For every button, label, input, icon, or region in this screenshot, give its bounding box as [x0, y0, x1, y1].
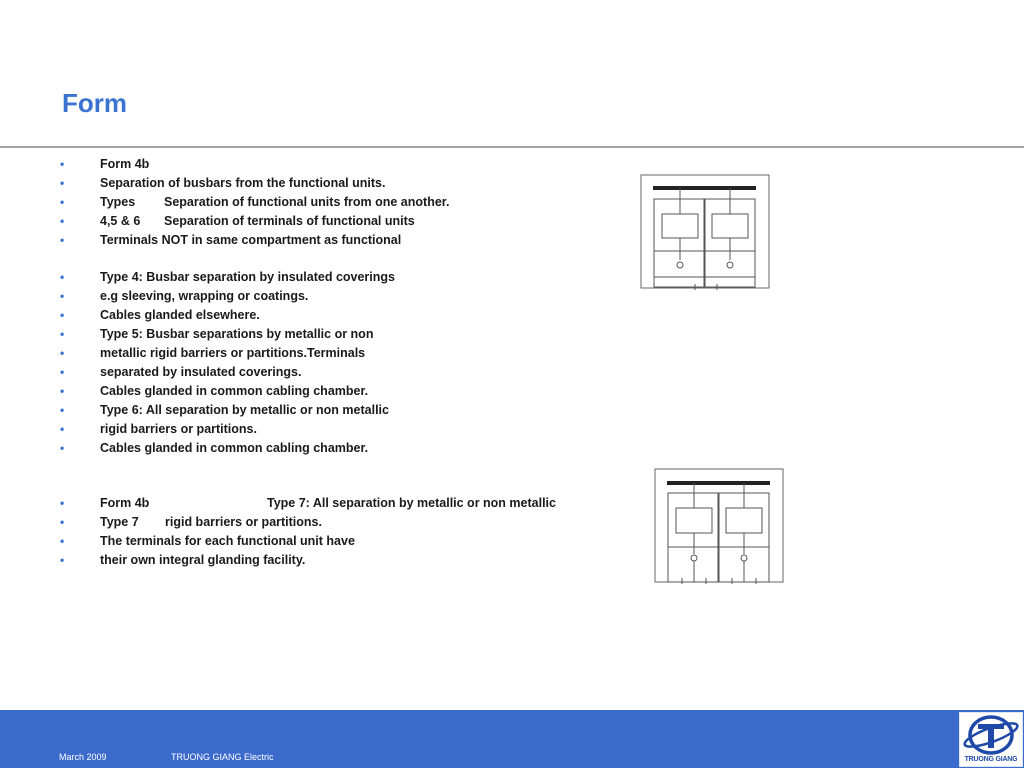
bullet-marker: • [60, 441, 65, 455]
bullet-marker: • [60, 365, 65, 379]
company-logo [959, 712, 1023, 767]
list-item-text: Cables glanded in common cabling chamber. [100, 384, 369, 398]
truong-giang-logo-icon [960, 713, 1022, 757]
bullet-marker: • [60, 515, 65, 529]
bullet-marker: • [60, 157, 65, 171]
list-item-text: 4,5 & 6 [100, 214, 141, 228]
list-item-text: their own integral glanding facility. [100, 553, 306, 567]
bullet-marker: • [60, 346, 65, 360]
bullet-marker: • [60, 176, 65, 190]
list-item-text-secondary: Separation of functional units from one another. [164, 195, 450, 209]
list-item-text: Cables glanded in common cabling chamber. [100, 441, 369, 455]
list-item-text: Type 7 [100, 515, 139, 529]
list-item-text-secondary: rigid barriers or partitions. [165, 515, 322, 529]
bullet-marker: • [60, 195, 65, 209]
list-item-text: Cables glanded elsewhere. [100, 308, 260, 322]
list-item-text: Type 5: Busbar separations by metallic or non [100, 327, 374, 341]
footer-company: TRUONG GIANG Electric [171, 752, 274, 762]
list-item-text: separated by insulated coverings. [100, 365, 302, 379]
bullet-marker: • [60, 289, 65, 303]
bullet-marker: • [60, 214, 65, 228]
footer-date: March 2009 [59, 752, 107, 762]
bullet-marker: • [60, 422, 65, 436]
title-divider [0, 146, 1024, 148]
bullet-marker: • [60, 233, 65, 247]
list-item-text: Form 4b [100, 496, 150, 510]
form-4b-type-7-diagram [654, 468, 784, 584]
logo-text: TRUONG GIANG [964, 756, 1018, 763]
list-item-text: Terminals NOT in same compartment as functional [100, 233, 402, 247]
slide-title: Form [62, 88, 127, 118]
form-4b-type-4-6-diagram [640, 174, 770, 290]
bullet-marker: • [60, 308, 65, 322]
bullet-marker: • [60, 327, 65, 341]
bullet-marker: • [60, 553, 65, 567]
list-item-text: rigid barriers or partitions. [100, 422, 257, 436]
list-item-text: The terminals for each functional unit have [100, 534, 355, 548]
list-item-text: e.g sleeving, wrapping or coatings. [100, 289, 309, 303]
bullet-marker: • [60, 403, 65, 417]
list-item-text-secondary: Separation of terminals of functional units [164, 214, 415, 228]
bullet-marker: • [60, 534, 65, 548]
list-item-text: Form 4b [100, 157, 150, 171]
bullet-marker: • [60, 496, 65, 510]
bullet-marker: • [60, 384, 65, 398]
list-item-text: Type 4: Busbar separation by insulated coverings [100, 270, 395, 284]
list-item-text: metallic rigid barriers or partitions.Terminals [100, 346, 366, 360]
list-item-text: Type 6: All separation by metallic or non metallic [100, 403, 389, 417]
bullet-marker: • [60, 270, 65, 284]
list-item-text-secondary: Type 7: All separation by metallic or non metallic [267, 496, 556, 510]
list-item-text: Types [100, 195, 136, 209]
footer-bar [0, 710, 1024, 768]
list-item-text: Separation of busbars from the functional units. [100, 176, 386, 190]
